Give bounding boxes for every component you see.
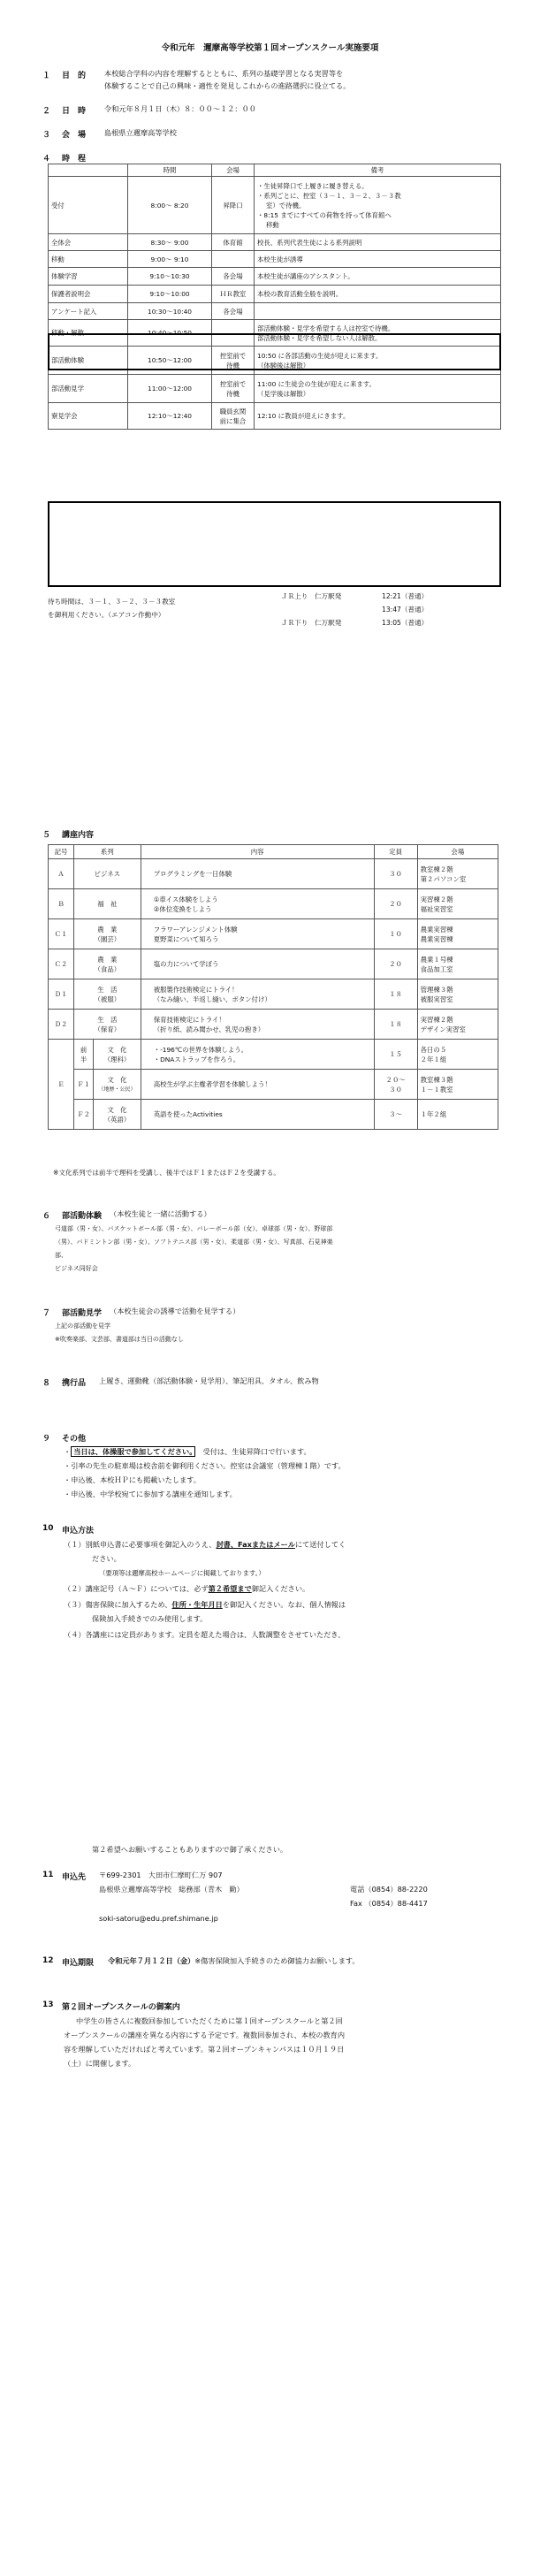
schedule-row [49,268,501,286]
course-content [141,919,374,949]
course-content: プログラミングを一日体験 [141,859,374,889]
schedule-note-line: （見学後は解散） [257,389,310,398]
course-series [73,919,141,949]
apply-line-4: （４）各講座には定員があります。定員を超えた場合は、人数調整をさせていただき、 [64,1630,346,1639]
section-3-label: 会 場 [62,131,87,140]
course-code: Ｄ２ [49,1010,74,1040]
deadline-date: 令和元年７月１２日（金） [108,1956,195,1965]
other-line-3: ・申込後、本校ＨＰにも掲載いたします。 [64,1475,201,1484]
club-tour-note: （本校生徒会の誘導で活動を見学する） [110,1307,240,1315]
course-room [417,949,498,979]
club-list-line: 部、 [55,1252,67,1259]
schedule-note [255,177,501,234]
club-list-line: （男）、バドミントン部（男・女）、ソフトテニス部（男・女）、柔道部（男・女）、写真部、石見神楽 [55,1238,333,1246]
schedule-time: 9:10～10:30 [128,268,212,286]
course-subcode [73,1040,93,1070]
courses-header: 記号 [49,845,74,859]
schedule-item: 移動・解散 [49,320,128,347]
schedule-item: 体験学習 [49,268,128,286]
course-row [49,859,498,889]
course-code: Ｃ１ [49,919,74,949]
course-row [49,1070,498,1100]
second-line: オープンスクールの講座を異なる内容にする予定です。複数回参加され、本校の教育内 [64,2031,346,2039]
schedule-place: 昇降口 [212,177,255,234]
course-room-line: ２年１組 [420,1055,447,1063]
train-time: 13:47（普通） [382,606,429,614]
apply-text: （３）傷害保険に加入するため、 [64,1600,172,1609]
course-code: Ａ [49,859,74,889]
course-room-line: 農業実習棟 [420,925,453,934]
section-2-label: 日 時 [62,107,87,116]
train-time: 12:21（普通） [382,592,429,600]
course-content-line: ・DNAストラップを作ろう。 [153,1055,240,1063]
course-series-line: 文 化 [107,1045,127,1054]
other-line-1: ・ 当日は、体操服で参加してください。 受付は、生徒昇降口で行います。 [64,1447,311,1456]
courses-table [48,844,498,1130]
schedule-place: ＨＲ教室 [212,286,255,303]
course-series: ビジネス [73,859,141,889]
course-room [417,859,498,889]
schedule-row [49,403,501,430]
course-series-line: （地歴・公民） [98,1086,136,1093]
course-capacity: ２０ [374,949,417,979]
highlight-frame [48,333,501,370]
schedule-place-line: 職員玄関 [219,407,247,415]
schedule-item: 受付 [49,177,128,234]
club-tour-line: 上記の部活動を見学 [55,1322,110,1330]
course-room [417,1040,498,1070]
schedule-note: 本校生徒が講座のアシスタント。 [255,268,501,286]
section-10-label: 申込方法 [62,1527,95,1536]
course-content [141,979,374,1010]
course-series [94,1070,141,1100]
schedule-item: 全体会 [49,234,128,251]
schedule-note-line: 10:50 に各部活動の生徒が迎えに来ます。 [257,351,383,360]
section-12-number: 12 [42,1956,54,1965]
apply-line-3b: 保険加入手続きでのみ使用します。 [92,1614,208,1623]
course-content-line: 夏野菜について知ろう [153,934,219,943]
course-content [141,1010,374,1040]
address-birthdate: 住所・生年月日 [171,1600,223,1609]
course-room [417,1010,498,1040]
course-content-line: ②体位変換をしよう [153,904,212,913]
course-capacity: １０ [374,919,417,949]
section-3-number: ３ [42,131,51,140]
schedule-place [212,375,255,403]
course-row [49,889,498,919]
course-subcode-line: 半 [80,1055,87,1063]
club-tour-line: ※吹奏楽部、文芸部、書道部は当日の活動なし [55,1336,184,1343]
schedule-place-line: 待機 [226,389,240,398]
schedule-note-line: 部活動体験・見学を希望しない人は解散。 [257,333,382,342]
schedule-time: 11:00～12:00 [128,375,212,403]
contact-address: 〒699-2301 大田市仁摩町仁万 907 [99,1871,223,1879]
apply-line-1 [64,1539,346,1551]
schedule-note-line: 移動 [266,220,279,229]
event-date: 令和元年８月１日（木）８：００～１２：００ [104,104,256,113]
course-code: Ｅ [49,1040,74,1130]
club-exp-note: （本校生徒と一緒に活動する） [110,1209,211,1218]
course-content-line: ①車イス体験をしよう [153,895,218,903]
course-row [49,919,498,949]
course-series [94,1100,141,1130]
schedule-item: 保護者説明会 [49,286,128,303]
course-row [49,1010,498,1040]
schedule-time: 10:30～10:40 [128,303,212,320]
course-content-line: ・-196℃の世界を体験しよう。 [153,1045,248,1054]
schedule-note [255,375,501,403]
schedule-header [49,164,128,177]
course-series-line: 文 化 [107,1075,127,1084]
section-13-number: 13 [42,2001,54,2009]
course-content-line: フラワーアレンジメント体験 [153,925,238,934]
course-room: １年２組 [417,1100,498,1130]
course-capacity-line: ３０ [389,1085,403,1094]
course-room-line: 農業１号棟 [420,955,453,964]
contact-school: 島根県立邇摩高等学校 総務部（青木 勤） [99,1885,244,1894]
course-series-line: （園芸） [94,934,121,943]
course-room-line: デザイン実習室 [420,1025,466,1033]
other-line-2: ・引率の先生の駐車場は校舎前を御利用ください。控室は会議室（管理棟１階）です。 [64,1461,346,1470]
course-content: 高校生が学ぶ主権者学習を体験しよう！ [141,1070,374,1100]
course-content: 英語を使ったActivities [141,1100,374,1130]
course-series-line: 農 業 [97,925,118,934]
courses-header: 会場 [417,845,498,859]
course-series-line: （食品） [94,964,121,973]
apply-line-4b: 第２希望へお願いすることもありますので御了承ください。 [92,1845,288,1854]
schedule-note-line: ・8:15 までにすべての荷物を持って体育館へ [257,210,392,219]
course-row [49,1040,498,1070]
second-line: 容を理解していただければと考えています。第２回オープンキャンパスは１０月１９日 [64,2045,345,2054]
schedule-time: 10:40～10:50 [128,320,212,347]
course-room-line: 実習棟２階 [420,895,453,903]
other-line-4: ・申込後、中学校宛てに参加する講座を通知します。 [64,1490,237,1498]
schedule-row [49,251,501,268]
contact-tel: 電話（0854）88-2220 [350,1885,428,1894]
schedule-header: 会場 [212,164,255,177]
course-series-line: （英語） [103,1115,131,1124]
schedule-item: 部活動見学 [49,375,128,403]
schedule-note: 本校の教育活動全般を説明。 [255,286,501,303]
schedule-row [49,234,501,251]
course-series [94,1040,141,1070]
schedule-place-line: 待機 [226,361,240,370]
schedule-place-line: 控室前で [219,379,247,388]
course-content [141,1040,374,1070]
section-8-label: 携行品 [62,1379,87,1388]
course-series: 福 祉 [73,889,141,919]
apply-method: 封書、Faxまたはメール [216,1540,295,1549]
club-list-line: 弓道部（男・女）、バスケットボール部（男・女）、バレーボール部（女）、卓球部（男・女）、野球部 [55,1225,333,1232]
course-code: Ｄ１ [49,979,74,1010]
course-subcode: Ｆ２ [73,1100,93,1130]
section-5-number: ５ [42,831,51,840]
course-row [49,949,498,979]
course-room-line: 教室棟２階 [420,865,453,873]
deadline-line [108,1955,360,1967]
section-6-label: 部活動体験 [62,1212,103,1221]
course-room-line: 農業実習棟 [420,934,453,943]
course-series [73,1010,141,1040]
schedule-time: 12:10～12:40 [128,403,212,430]
section-1-number: １ [42,72,51,80]
section-10-number: 10 [42,1524,54,1533]
course-capacity: ３～ [374,1100,417,1130]
schedule-header: 時間 [128,164,212,177]
course-capacity-line: ２０～ [385,1075,406,1084]
train-dir: ＪＲ下り 仁万駅発 [281,619,342,627]
course-capacity [374,1070,417,1100]
apply-text: 御記入ください。 [251,1584,310,1593]
course-content-line: （なみ縫い、半返し縫い、ボタン付け） [153,995,271,1003]
schedule-place: 体育館 [212,234,255,251]
course-capacity: ２０ [374,889,417,919]
course-room-line: 第２パソコン室 [420,874,467,883]
schedule-row [49,286,501,303]
second-line: （土）に開催します。 [64,2059,136,2068]
section-4-number: ４ [42,155,51,164]
course-capacity: １８ [374,1010,417,1040]
courses-header: 定員 [374,845,417,859]
course-room-line: 各日の５ [420,1045,447,1054]
course-content-line: 被服製作技術検定にトライ！ [153,985,239,994]
apply-text: にて送付してく [294,1540,346,1549]
schedule-time: 9:10～10:00 [128,286,212,303]
schedule-place-line: 控室前で [219,351,247,360]
apply-line-2 [64,1583,309,1595]
schedule-item: アンケート記入 [49,303,128,320]
schedule-row [49,177,501,234]
section-13-label: 第２回オープンスクールの御案内 [62,2003,180,2012]
course-room-line: 福祉実習室 [420,904,453,913]
course-content-line: 保育技術検定にトライ！ [153,1015,225,1024]
wait-room-line-1: 待ち時間は、３－１、３－２、３－３教室 [48,598,176,606]
schedule-place: 各会場 [212,268,255,286]
schedule-time: 8:30～ 9:00 [128,234,212,251]
course-capacity: ３０ [374,859,417,889]
section-12-label: 申込期限 [62,1959,95,1968]
schedule-note-line: 室）で待機。 [266,201,306,210]
section-11-label: 申込先 [62,1873,87,1882]
courses-note: ※文化系列では前半で理科を受講し、後半ではＦ１またはＦ２を受講する。 [53,1169,280,1177]
section-4-label: 時 程 [62,155,87,164]
purpose-line-1: 本校総合学科の内容を理解するとともに、系列の基礎学習となる実習等を [104,69,344,78]
course-series-line: （被服） [94,995,121,1003]
course-row [49,979,498,1010]
contact-email[interactable]: soki-satoru@edu.pref.shimane.jp [99,1914,218,1923]
schedule-note-line: ・生徒昇降口で上履きに履き替える。 [257,181,369,190]
section-11-number: 11 [42,1871,54,1879]
course-series-line: （保育） [94,1025,121,1033]
course-room-line: 被服実習室 [420,995,453,1003]
course-room-line: 実習棟２階 [420,1015,453,1024]
course-subcode: Ｆ１ [73,1070,93,1100]
schedule-header: 備考 [255,164,501,177]
course-series-line: 生 活 [97,985,118,994]
courses-header: 内容 [141,845,374,859]
course-room [417,889,498,919]
train-dir: ＪＲ上り 仁万駅発 [281,592,342,600]
section-8-number: ８ [42,1379,51,1388]
apply-text: （２）講座記号（Ａ～Ｆ）については、必ず [64,1584,209,1593]
course-room [417,979,498,1010]
section-6-number: ６ [42,1212,51,1221]
course-room [417,1070,498,1100]
schedule-place-line: 前に集合 [219,416,247,425]
schedule-note-line: （体験後は解散） [257,361,310,370]
course-series-line: 農 業 [97,955,118,964]
section-9-label: その他 [62,1435,87,1444]
course-row [49,1100,498,1130]
page-title: 令和元年 邇摩高等学校第１回オープンスクール実施要項 [161,43,379,53]
train-time: 13:05（普通） [382,619,429,627]
apply-line-3 [64,1599,346,1611]
section-2-number: ２ [42,107,51,116]
section-1-label: 目 的 [62,72,87,80]
course-code: Ｂ [49,889,74,919]
schedule-note-line: 11:00 に生徒会の生徒が迎えに来ます。 [257,379,376,388]
schedule-item: 移動 [49,251,128,268]
schedule-note: 校長、系列代表生徒による系列説明 [255,234,501,251]
deadline-note: ※傷害保険加入手続きのため御協力お願いします。 [194,1956,360,1965]
reception-note: 受付は、生徒昇降口で行います。 [202,1447,311,1456]
schedule-header-row [49,164,501,177]
schedule-item: 寮見学会 [49,403,128,430]
schedule-place: 各会場 [212,303,255,320]
course-room-line: 管理棟３階 [420,985,453,994]
course-room-line: 教室棟３階 [420,1075,453,1084]
course-room-line: １－１教室 [420,1085,453,1094]
course-code: Ｃ２ [49,949,74,979]
course-series [73,949,141,979]
section-9-number: ９ [42,1435,51,1444]
course-subcode-line: 前 [80,1045,87,1054]
second-choice: 第２希望まで [208,1584,252,1593]
course-room [417,919,498,949]
schedule-time: 8:00～ 8:20 [128,177,212,234]
schedule-place [212,251,255,268]
contact-fax: Fax （0854）88-4417 [350,1899,428,1908]
event-venue: 島根県立邇摩高等学校 [104,128,177,137]
course-series-line: 生 活 [97,1015,118,1024]
course-content [141,889,374,919]
schedule-note-line: ・系列ごとに、控室（３－１、３－２、３－３教 [257,191,401,200]
apply-line-1b: ださい。 [92,1554,121,1563]
course-series-line: 文 化 [107,1105,127,1114]
club-list-line: ビジネス同好会 [55,1265,98,1272]
course-capacity: １８ [374,979,417,1010]
section-7-label: 部活動見学 [62,1309,103,1318]
course-series-line: （理科） [103,1055,131,1063]
schedule-note: 本校生徒が誘導 [255,251,501,268]
highlight-frame [48,501,501,587]
schedule-time: 9:00～ 9:10 [128,251,212,268]
schedule-place [212,403,255,430]
schedule-note-line: 部活動体験・見学を希望する人は控室で待機。 [257,324,395,332]
schedule-time: 10:50～12:00 [128,347,212,375]
apply-text: を御記入ください。なお、個人情報は [222,1600,346,1609]
section-7-number: ７ [42,1309,51,1318]
schedule-row [49,303,501,320]
schedule-item: 部活動体験 [49,347,128,375]
schedule-note: 12:10 に教員が迎えにきます。 [255,403,501,430]
course-capacity: １５ [374,1040,417,1070]
courses-header: 系列 [73,845,141,859]
apply-text: （１）別紙申込書に必要事項を御記入のうえ、 [64,1540,217,1549]
purpose-line-2: 体験することで自己の興味・適性を発見しこれからの進路選択に役立てる。 [104,81,351,90]
course-room-line: 食品加工室 [420,964,453,973]
schedule-row [49,375,501,403]
second-line: 中学生の皆さんに複数回参加していただくために第１回オープンスクールと第２回 [76,2016,343,2025]
apply-line-1c: （要項等は邇摩高校ホームページに掲載しております。） [99,1569,265,1577]
courses-header-row [49,845,498,859]
course-content: 塩の力について学ぼう [141,949,374,979]
items-list: 上履き、運動靴（部活動体験・見学用）、筆記用具、タオル、飲み物 [99,1376,319,1385]
section-5-label: 講座内容 [62,831,95,840]
course-content-line: （折り紙、読み聞かせ、乳児の抱き） [153,1025,265,1033]
schedule-note [255,303,501,320]
course-series [73,979,141,1010]
schedule-table [48,164,501,430]
wait-room-line-2: を御利用ください。（エアコン作動中） [48,611,165,619]
gym-clothes-notice: 当日は、体操服で参加してください。 [71,1446,195,1457]
